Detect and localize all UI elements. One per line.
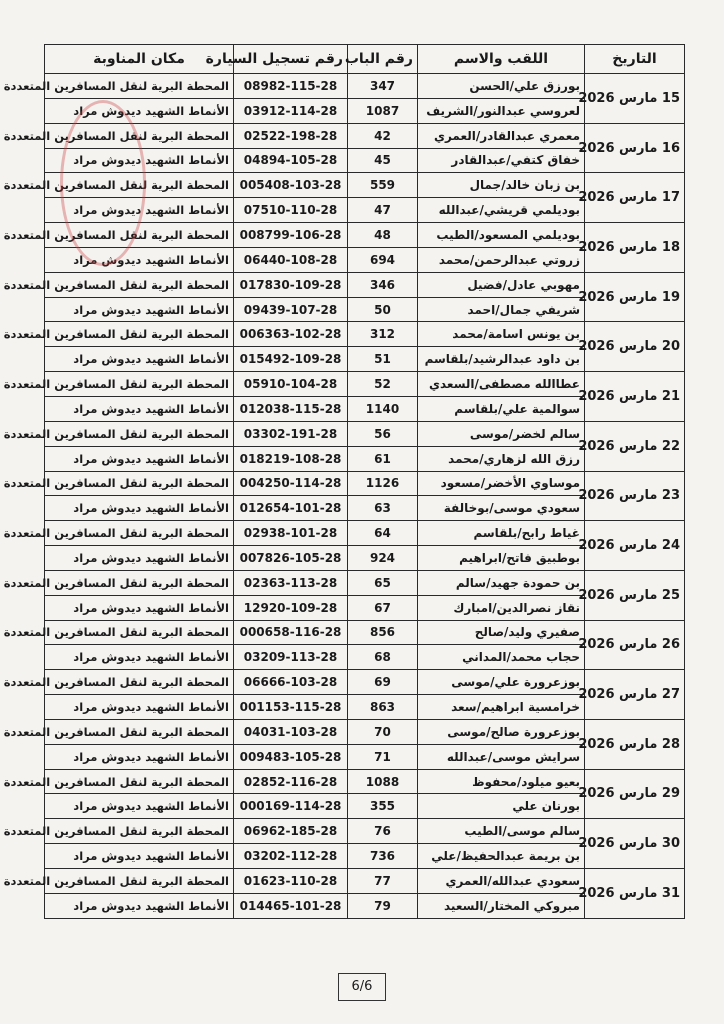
person-name: بورنان علي <box>418 794 585 819</box>
duty-location: الأنماط الشهيد ديدوش مراد <box>45 744 234 769</box>
duty-location: الأنماط الشهيد ديدوش مراد <box>45 595 234 620</box>
duty-location: المحطة البرية لنقل المسافرين المتعددة <box>45 570 234 595</box>
duty-date: 22 مارس 2026 <box>585 421 685 471</box>
duty-location: المحطة البرية لنقل المسافرين المتعددة <box>45 819 234 844</box>
person-name: سالم موسى/الطيب <box>418 819 585 844</box>
duty-date: 31 مارس 2026 <box>585 869 685 919</box>
gate-number: 67 <box>348 595 418 620</box>
duty-location: المحطة البرية لنقل المسافرين المتعددة <box>45 521 234 546</box>
person-name: معمري عبدالقادر/العمري <box>418 123 585 148</box>
gate-number: 47 <box>348 198 418 223</box>
duty-location: الأنماط الشهيد ديدوش مراد <box>45 794 234 819</box>
duty-date: 18 مارس 2026 <box>585 223 685 273</box>
vehicle-plate: 03202-112-28 <box>234 844 348 869</box>
duty-location: المحطة البرية لنقل المسافرين المتعددة <box>45 471 234 496</box>
vehicle-plate: 07510-110-28 <box>234 198 348 223</box>
table-row <box>45 719 685 744</box>
gate-number: 347 <box>348 74 418 99</box>
vehicle-plate: 009483-105-28 <box>234 744 348 769</box>
table-row <box>45 670 685 695</box>
person-name: زروتي عبدالرحمن/محمد <box>418 247 585 272</box>
table-row <box>45 521 685 546</box>
gate-number: 50 <box>348 297 418 322</box>
gate-number: 61 <box>348 446 418 471</box>
person-name: غياط رابح/بلقاسم <box>418 521 585 546</box>
duty-date: 19 مارس 2026 <box>585 272 685 322</box>
person-name: بن زبان خالد/جمال <box>418 173 585 198</box>
person-name: صفيري وليد/صالح <box>418 620 585 645</box>
gate-number: 69 <box>348 670 418 695</box>
person-name: بن حمودة جهيد/سالم <box>418 570 585 595</box>
gate-number: 736 <box>348 844 418 869</box>
vehicle-plate: 06962-185-28 <box>234 819 348 844</box>
duty-roster-table <box>3 44 685 919</box>
vehicle-plate: 014465-101-28 <box>234 893 348 918</box>
duty-location: المحطة البرية لنقل المسافرين المتعددة <box>45 670 234 695</box>
duty-location: الأنماط الشهيد ديدوش مراد <box>45 247 234 272</box>
person-name: مبروكي المختار/السعيد <box>418 893 585 918</box>
duty-location: المحطة البرية لنقل المسافرين المتعددة <box>45 123 234 148</box>
duty-date: 25 مارس 2026 <box>585 570 685 620</box>
duty-date: 28 مارس 2026 <box>585 719 685 769</box>
table-row <box>45 272 685 297</box>
vehicle-plate: 007826-105-28 <box>234 546 348 571</box>
vehicle-plate: 04031-103-28 <box>234 719 348 744</box>
header-plate: رقم تسجيل السيارة <box>234 45 348 74</box>
duty-location: الأنماط الشهيد ديدوش مراد <box>45 844 234 869</box>
vehicle-plate: 008799-106-28 <box>234 223 348 248</box>
gate-number: 45 <box>348 148 418 173</box>
gate-number: 70 <box>348 719 418 744</box>
header-name: اللقب والاسم <box>418 45 585 74</box>
table-row <box>45 869 685 894</box>
duty-location: المحطة البرية لنقل المسافرين المتعددة <box>45 272 234 297</box>
vehicle-plate: 015492-109-28 <box>234 347 348 372</box>
vehicle-plate: 06440-108-28 <box>234 247 348 272</box>
vehicle-plate: 005408-103-28 <box>234 173 348 198</box>
gate-number: 355 <box>348 794 418 819</box>
table-row <box>45 620 685 645</box>
gate-number: 68 <box>348 645 418 670</box>
person-name: بوديلمي قريشي/عبدالله <box>418 198 585 223</box>
duty-date: 15 مارس 2026 <box>585 74 685 124</box>
table-body <box>3 74 685 919</box>
person-name: نقاز نصرالدين/امبارك <box>418 595 585 620</box>
vehicle-plate: 01623-110-28 <box>234 869 348 894</box>
table-row <box>45 421 685 446</box>
duty-date: 27 مارس 2026 <box>585 670 685 720</box>
header-place: مكان المناوبة <box>45 45 234 74</box>
vehicle-plate: 05910-104-28 <box>234 372 348 397</box>
vehicle-plate: 12920-109-28 <box>234 595 348 620</box>
gate-number: 79 <box>348 893 418 918</box>
gate-number: 856 <box>348 620 418 645</box>
vehicle-plate: 06666-103-28 <box>234 670 348 695</box>
duty-location: المحطة البرية لنقل المسافرين المتعددة <box>45 372 234 397</box>
gate-number: 77 <box>348 869 418 894</box>
duty-date: 24 مارس 2026 <box>585 521 685 571</box>
person-name: بوزعرورة علي/موسى <box>418 670 585 695</box>
gate-number: 559 <box>348 173 418 198</box>
gate-number: 694 <box>348 247 418 272</box>
table-row <box>45 173 685 198</box>
person-name: حجاب محمد/المداني <box>418 645 585 670</box>
table-row <box>45 819 685 844</box>
duty-date: 16 مارس 2026 <box>585 123 685 173</box>
table-row <box>45 123 685 148</box>
duty-location: المحطة البرية لنقل المسافرين المتعددة <box>45 719 234 744</box>
person-name: موساوي الأخضر/مسعود <box>418 471 585 496</box>
gate-number: 64 <box>348 521 418 546</box>
table-row <box>45 372 685 397</box>
duty-location: الأنماط الشهيد ديدوش مراد <box>45 695 234 720</box>
vehicle-plate: 04894-105-28 <box>234 148 348 173</box>
duty-location: الأنماط الشهيد ديدوش مراد <box>45 98 234 123</box>
gate-number: 52 <box>348 372 418 397</box>
person-name: سرايش موسى/عبدالله <box>418 744 585 769</box>
duty-location: المحطة البرية لنقل المسافرين المتعددة <box>45 173 234 198</box>
table-row <box>45 74 685 99</box>
page-number: 6/6 <box>338 973 386 1001</box>
person-name: بعيو ميلود/محفوظ <box>418 769 585 794</box>
duty-location: الأنماط الشهيد ديدوش مراد <box>45 645 234 670</box>
person-name: عطاالله مصطفى/السعدي <box>418 372 585 397</box>
vehicle-plate: 02852-116-28 <box>234 769 348 794</box>
gate-number: 1140 <box>348 396 418 421</box>
duty-location: المحطة البرية لنقل المسافرين المتعددة <box>45 74 234 99</box>
vehicle-plate: 006363-102-28 <box>234 322 348 347</box>
duty-date: 21 مارس 2026 <box>585 372 685 422</box>
table-row <box>45 223 685 248</box>
vehicle-plate: 012654-101-28 <box>234 496 348 521</box>
vehicle-plate: 09439-107-28 <box>234 297 348 322</box>
gate-number: 51 <box>348 347 418 372</box>
table-row <box>45 471 685 496</box>
gate-number: 42 <box>348 123 418 148</box>
person-name: سالم لخضر/موسى <box>418 421 585 446</box>
vehicle-plate: 000658-116-28 <box>234 620 348 645</box>
gate-number: 65 <box>348 570 418 595</box>
person-name: بن بريمة عبدالحفيظ/علي <box>418 844 585 869</box>
duty-location: الأنماط الشهيد ديدوش مراد <box>45 198 234 223</box>
duty-date: 26 مارس 2026 <box>585 620 685 670</box>
vehicle-plate: 08982-115-28 <box>234 74 348 99</box>
person-name: بن يونس اسامة/محمد <box>418 322 585 347</box>
duty-location: الأنماط الشهيد ديدوش مراد <box>45 347 234 372</box>
gate-number: 1088 <box>348 769 418 794</box>
vehicle-plate: 02938-101-28 <box>234 521 348 546</box>
person-name: خرامسية ابراهيم/سعد <box>418 695 585 720</box>
person-name: بن داود عبدالرشيد/بلقاسم <box>418 347 585 372</box>
gate-number: 71 <box>348 744 418 769</box>
duty-location: المحطة البرية لنقل المسافرين المتعددة <box>45 769 234 794</box>
person-name: لعروسي عبدالنور/الشريف <box>418 98 585 123</box>
vehicle-plate: 000169-114-28 <box>234 794 348 819</box>
duty-location: الأنماط الشهيد ديدوش مراد <box>45 148 234 173</box>
gate-number: 346 <box>348 272 418 297</box>
vehicle-plate: 03209-113-28 <box>234 645 348 670</box>
person-name: مهوبي عادل/فضيل <box>418 272 585 297</box>
duty-location: الأنماط الشهيد ديدوش مراد <box>45 446 234 471</box>
table-header-row <box>45 45 685 74</box>
duty-location: المحطة البرية لنقل المسافرين المتعددة <box>45 620 234 645</box>
vehicle-plate: 012038-115-28 <box>234 396 348 421</box>
duty-location: المحطة البرية لنقل المسافرين المتعددة <box>45 322 234 347</box>
person-name: رزق الله لزهاري/محمد <box>418 446 585 471</box>
gate-number: 63 <box>348 496 418 521</box>
person-name: سعودي عبدالله/العمري <box>418 869 585 894</box>
gate-number: 863 <box>348 695 418 720</box>
header-date: التاريخ <box>585 45 685 74</box>
duty-date: 29 مارس 2026 <box>585 769 685 819</box>
duty-date: 17 مارس 2026 <box>585 173 685 223</box>
person-name: خفاق كتفي/عبدالقادر <box>418 148 585 173</box>
table-row <box>45 769 685 794</box>
vehicle-plate: 02522-198-28 <box>234 123 348 148</box>
vehicle-plate: 018219-108-28 <box>234 446 348 471</box>
person-name: شريفي جمال/احمد <box>418 297 585 322</box>
vehicle-plate: 017830-109-28 <box>234 272 348 297</box>
duty-location: الأنماط الشهيد ديدوش مراد <box>45 546 234 571</box>
gate-number: 76 <box>348 819 418 844</box>
duty-date: 23 مارس 2026 <box>585 471 685 521</box>
person-name: سوالمية علي/بلقاسم <box>418 396 585 421</box>
duty-location: الأنماط الشهيد ديدوش مراد <box>45 297 234 322</box>
gate-number: 1087 <box>348 98 418 123</box>
gate-number: 1126 <box>348 471 418 496</box>
duty-date: 30 مارس 2026 <box>585 819 685 869</box>
table-row <box>45 570 685 595</box>
person-name: بوديلمي المسعود/الطيب <box>418 223 585 248</box>
header-gate: رقم الباب <box>348 45 418 74</box>
vehicle-plate: 001153-115-28 <box>234 695 348 720</box>
duty-date: 20 مارس 2026 <box>585 322 685 372</box>
vehicle-plate: 004250-114-28 <box>234 471 348 496</box>
duty-location: الأنماط الشهيد ديدوش مراد <box>45 396 234 421</box>
duty-location: المحطة البرية لنقل المسافرين المتعددة <box>45 421 234 446</box>
person-name: سعودي موسى/بوخالفة <box>418 496 585 521</box>
gate-number: 56 <box>348 421 418 446</box>
person-name: بوطبيق فاتح/ابراهيم <box>418 546 585 571</box>
person-name: بوزعرورة صالح/موسى <box>418 719 585 744</box>
person-name: بورزق علي/الحسن <box>418 74 585 99</box>
duty-location: الأنماط الشهيد ديدوش مراد <box>45 893 234 918</box>
vehicle-plate: 03912-114-28 <box>234 98 348 123</box>
gate-number: 48 <box>348 223 418 248</box>
vehicle-plate: 02363-113-28 <box>234 570 348 595</box>
duty-location: المحطة البرية لنقل المسافرين المتعددة <box>45 223 234 248</box>
duty-location: المحطة البرية لنقل المسافرين المتعددة <box>45 869 234 894</box>
gate-number: 312 <box>348 322 418 347</box>
vehicle-plate: 03302-191-28 <box>234 421 348 446</box>
gate-number: 924 <box>348 546 418 571</box>
duty-location: الأنماط الشهيد ديدوش مراد <box>45 496 234 521</box>
table-row <box>45 322 685 347</box>
